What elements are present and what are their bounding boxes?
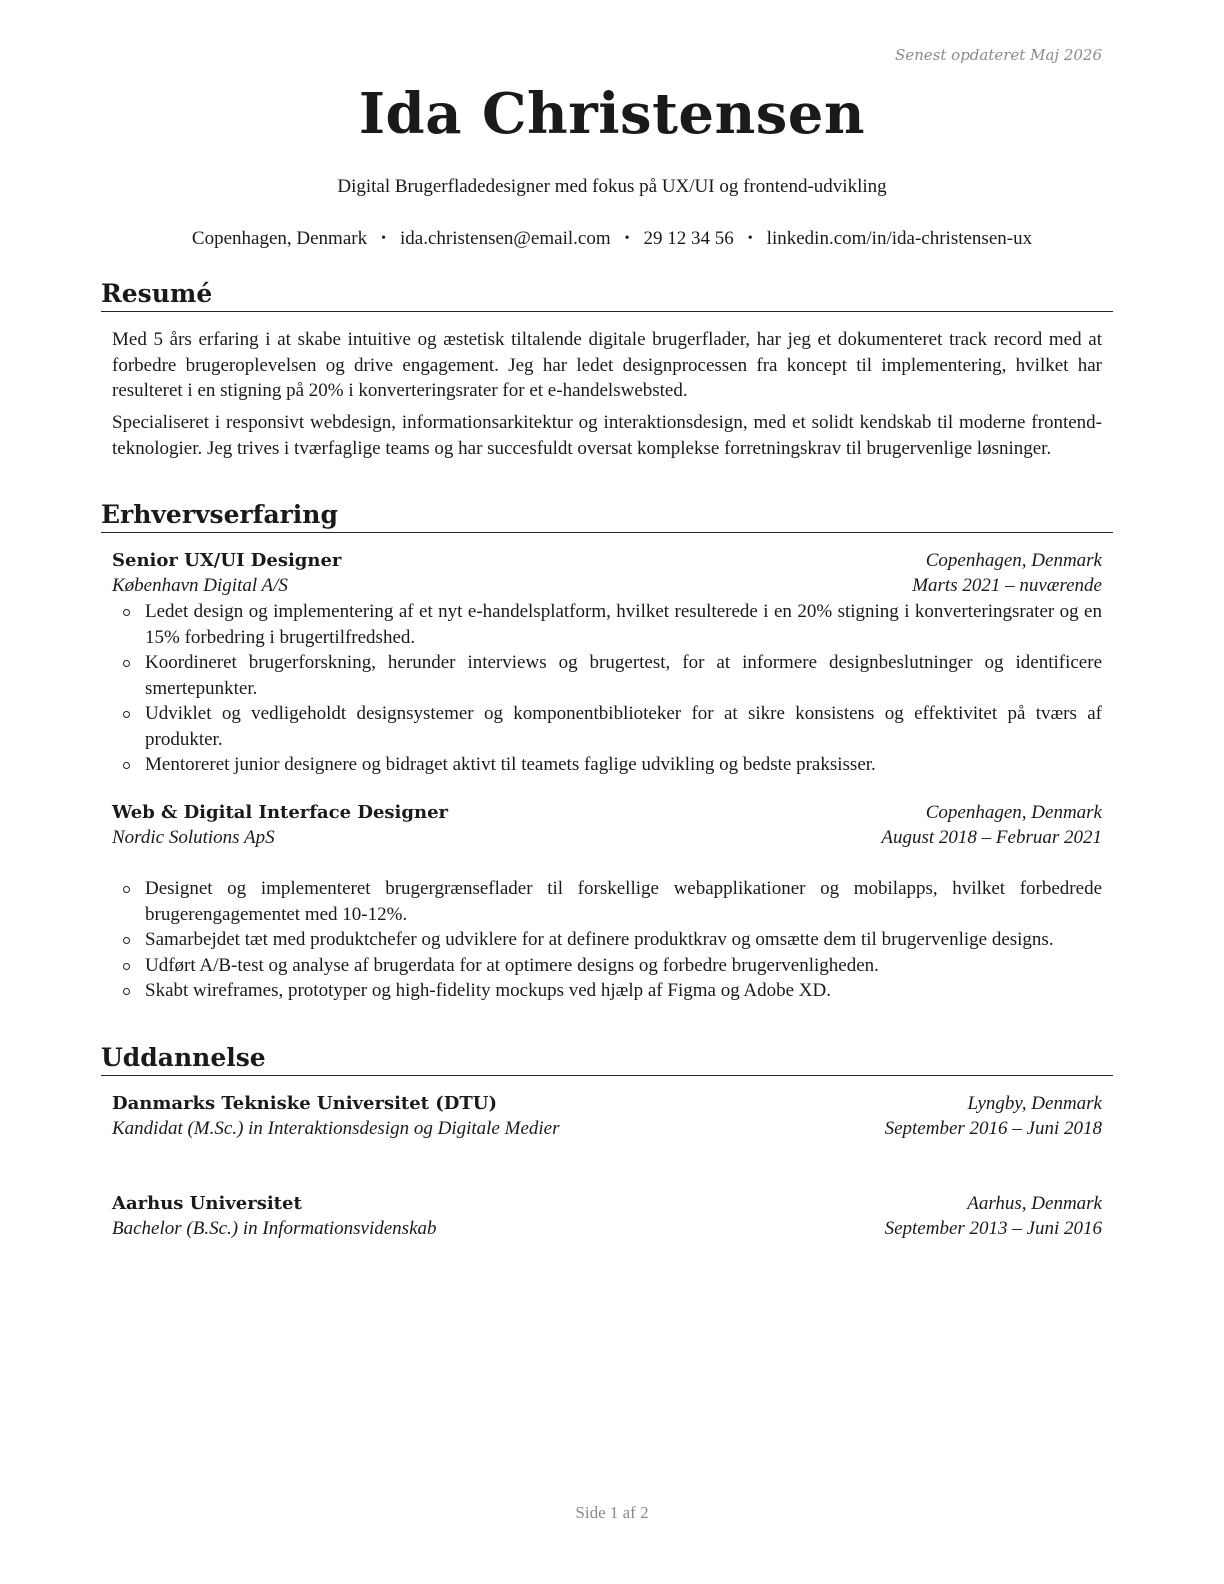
section-title-summary: Resumé	[101, 280, 1113, 312]
job-location: Copenhagen, Denmark	[925, 802, 1102, 823]
bullet-text: Udviklet og vedligeholdt designsystemer og komponentbiblioteker for at sikre konsistens og effektivitet på tværs af produkter.	[145, 703, 1102, 750]
contact-line	[0, 228, 1224, 250]
list-item	[112, 927, 1102, 953]
contact-separator: •	[747, 231, 753, 246]
job-role: Senior UX/UI Designer	[112, 550, 342, 571]
page-number: Side 1 af 2	[575, 1503, 649, 1522]
school-name: Aarhus Universitet	[112, 1193, 302, 1214]
bullet-icon	[123, 886, 130, 893]
bullet-icon	[123, 988, 130, 995]
summary-paragraph: Specialiseret i responsivt webdesign, informationsarkitektur og interaktionsdesign, med et solidt kendskab til moderne frontend-teknologier. Jeg trives i tværfaglige teams og har succesfuldt oversat komplekse forretningskrav til brugervenlige løsninger.	[112, 412, 1102, 459]
school-degree: Kandidat (M.Sc.) in Interaktionsdesign og Digitale Medier	[112, 1118, 560, 1139]
last-updated: Senest opdateret Maj 2026	[894, 46, 1102, 64]
candidate-name: Ida Christensen	[358, 81, 866, 147]
list-item	[112, 978, 1102, 1004]
list-item	[112, 650, 1102, 701]
school-name: Danmarks Tekniske Universitet (DTU)	[112, 1093, 497, 1114]
contact-separator: •	[624, 231, 630, 246]
bullet-text: Koordineret brugerforskning, herunder interviews og brugertest, for at informere designbeslutninger og identificere smertepunkter.	[145, 652, 1102, 699]
contact-separator: •	[381, 231, 386, 246]
job-dates: August 2018 – Februar 2021	[881, 827, 1102, 848]
bullet-icon	[123, 937, 130, 944]
job-dates: Marts 2021 – nuværende	[912, 575, 1102, 596]
list-item	[112, 701, 1102, 752]
section-title-experience: Erhvervserfaring	[101, 501, 1113, 533]
section-title-education: Uddannelse	[101, 1044, 1113, 1076]
school-degree: Bachelor (B.Sc.) in Informationsvidenskab	[112, 1218, 437, 1239]
summary-paragraph: Med 5 års erfaring i at skabe intuitive og æstetisk tiltalende digitale brugerflader, har jeg et dokumenteret track record med at forbedre brugeroplevelsen og drive engagement. Jeg har ledet designprocessen fra koncept til implementering, hvilket har resulteret i en stigning på 20% i konverteringsrater for et e-handelswebsted.	[112, 329, 1102, 401]
school-dates: September 2016 – Juni 2018	[884, 1118, 1102, 1139]
bullet-text: Skabt wireframes, prototyper og high-fidelity mockups ved hjælp af Figma og Adobe XD.	[145, 980, 831, 1001]
contact-linkedin: linkedin.com/in/ida-christensen-ux	[766, 228, 1033, 249]
bullet-text: Mentoreret junior designere og bidraget aktivt til teamets faglige udvikling og bedste praksisser.	[145, 754, 876, 775]
contact-phone: 29 12 34 56	[643, 228, 734, 249]
bullet-text: Ledet design og implementering af et nyt e-handelsplatform, hvilket resulterede i en 20% stigning i konverteringsrater og en 15% forbedring i brugertilfredshed.	[145, 601, 1102, 648]
bullet-text: Designet og implementeret brugergrænseflader til forskellige webapplikationer og mobilapps, hvilket forbedrede brugerengagementet med 10-12%.	[145, 878, 1102, 925]
school-location: Lyngby, Denmark	[967, 1093, 1102, 1114]
bullet-icon	[123, 963, 130, 970]
bullet-icon	[123, 660, 130, 667]
school-location: Aarhus, Denmark	[967, 1193, 1102, 1214]
tagline: Digital Brugerfladedesigner med fokus på UX/UI og frontend-udvikling	[337, 176, 887, 197]
bullet-icon	[123, 711, 130, 718]
list-item	[112, 876, 1102, 927]
bullet-icon	[123, 762, 130, 769]
list-item	[112, 599, 1102, 650]
contact-location: Copenhagen, Denmark	[191, 228, 368, 249]
job-company: Nordic Solutions ApS	[112, 827, 275, 848]
list-item	[112, 752, 1102, 778]
bullet-text: Udført A/B-test og analyse af brugerdata for at optimere designs og forbedre brugervenligheden.	[145, 954, 879, 976]
list-item	[112, 953, 1102, 979]
job-company: København Digital A/S	[112, 575, 288, 596]
school-dates: September 2013 – Juni 2016	[884, 1218, 1102, 1239]
job-location: Copenhagen, Denmark	[925, 550, 1102, 571]
bullet-text: Samarbejdet tæt med produktchefer og udviklere for at definere produktkrav og omsætte dem til brugervenlige designs.	[145, 929, 1054, 950]
contact-email: ida.christensen@email.com	[400, 228, 611, 249]
job-bullets	[112, 876, 1102, 1004]
bullet-icon	[123, 609, 130, 616]
job-bullets	[112, 599, 1102, 778]
job-role: Web & Digital Interface Designer	[112, 802, 449, 823]
